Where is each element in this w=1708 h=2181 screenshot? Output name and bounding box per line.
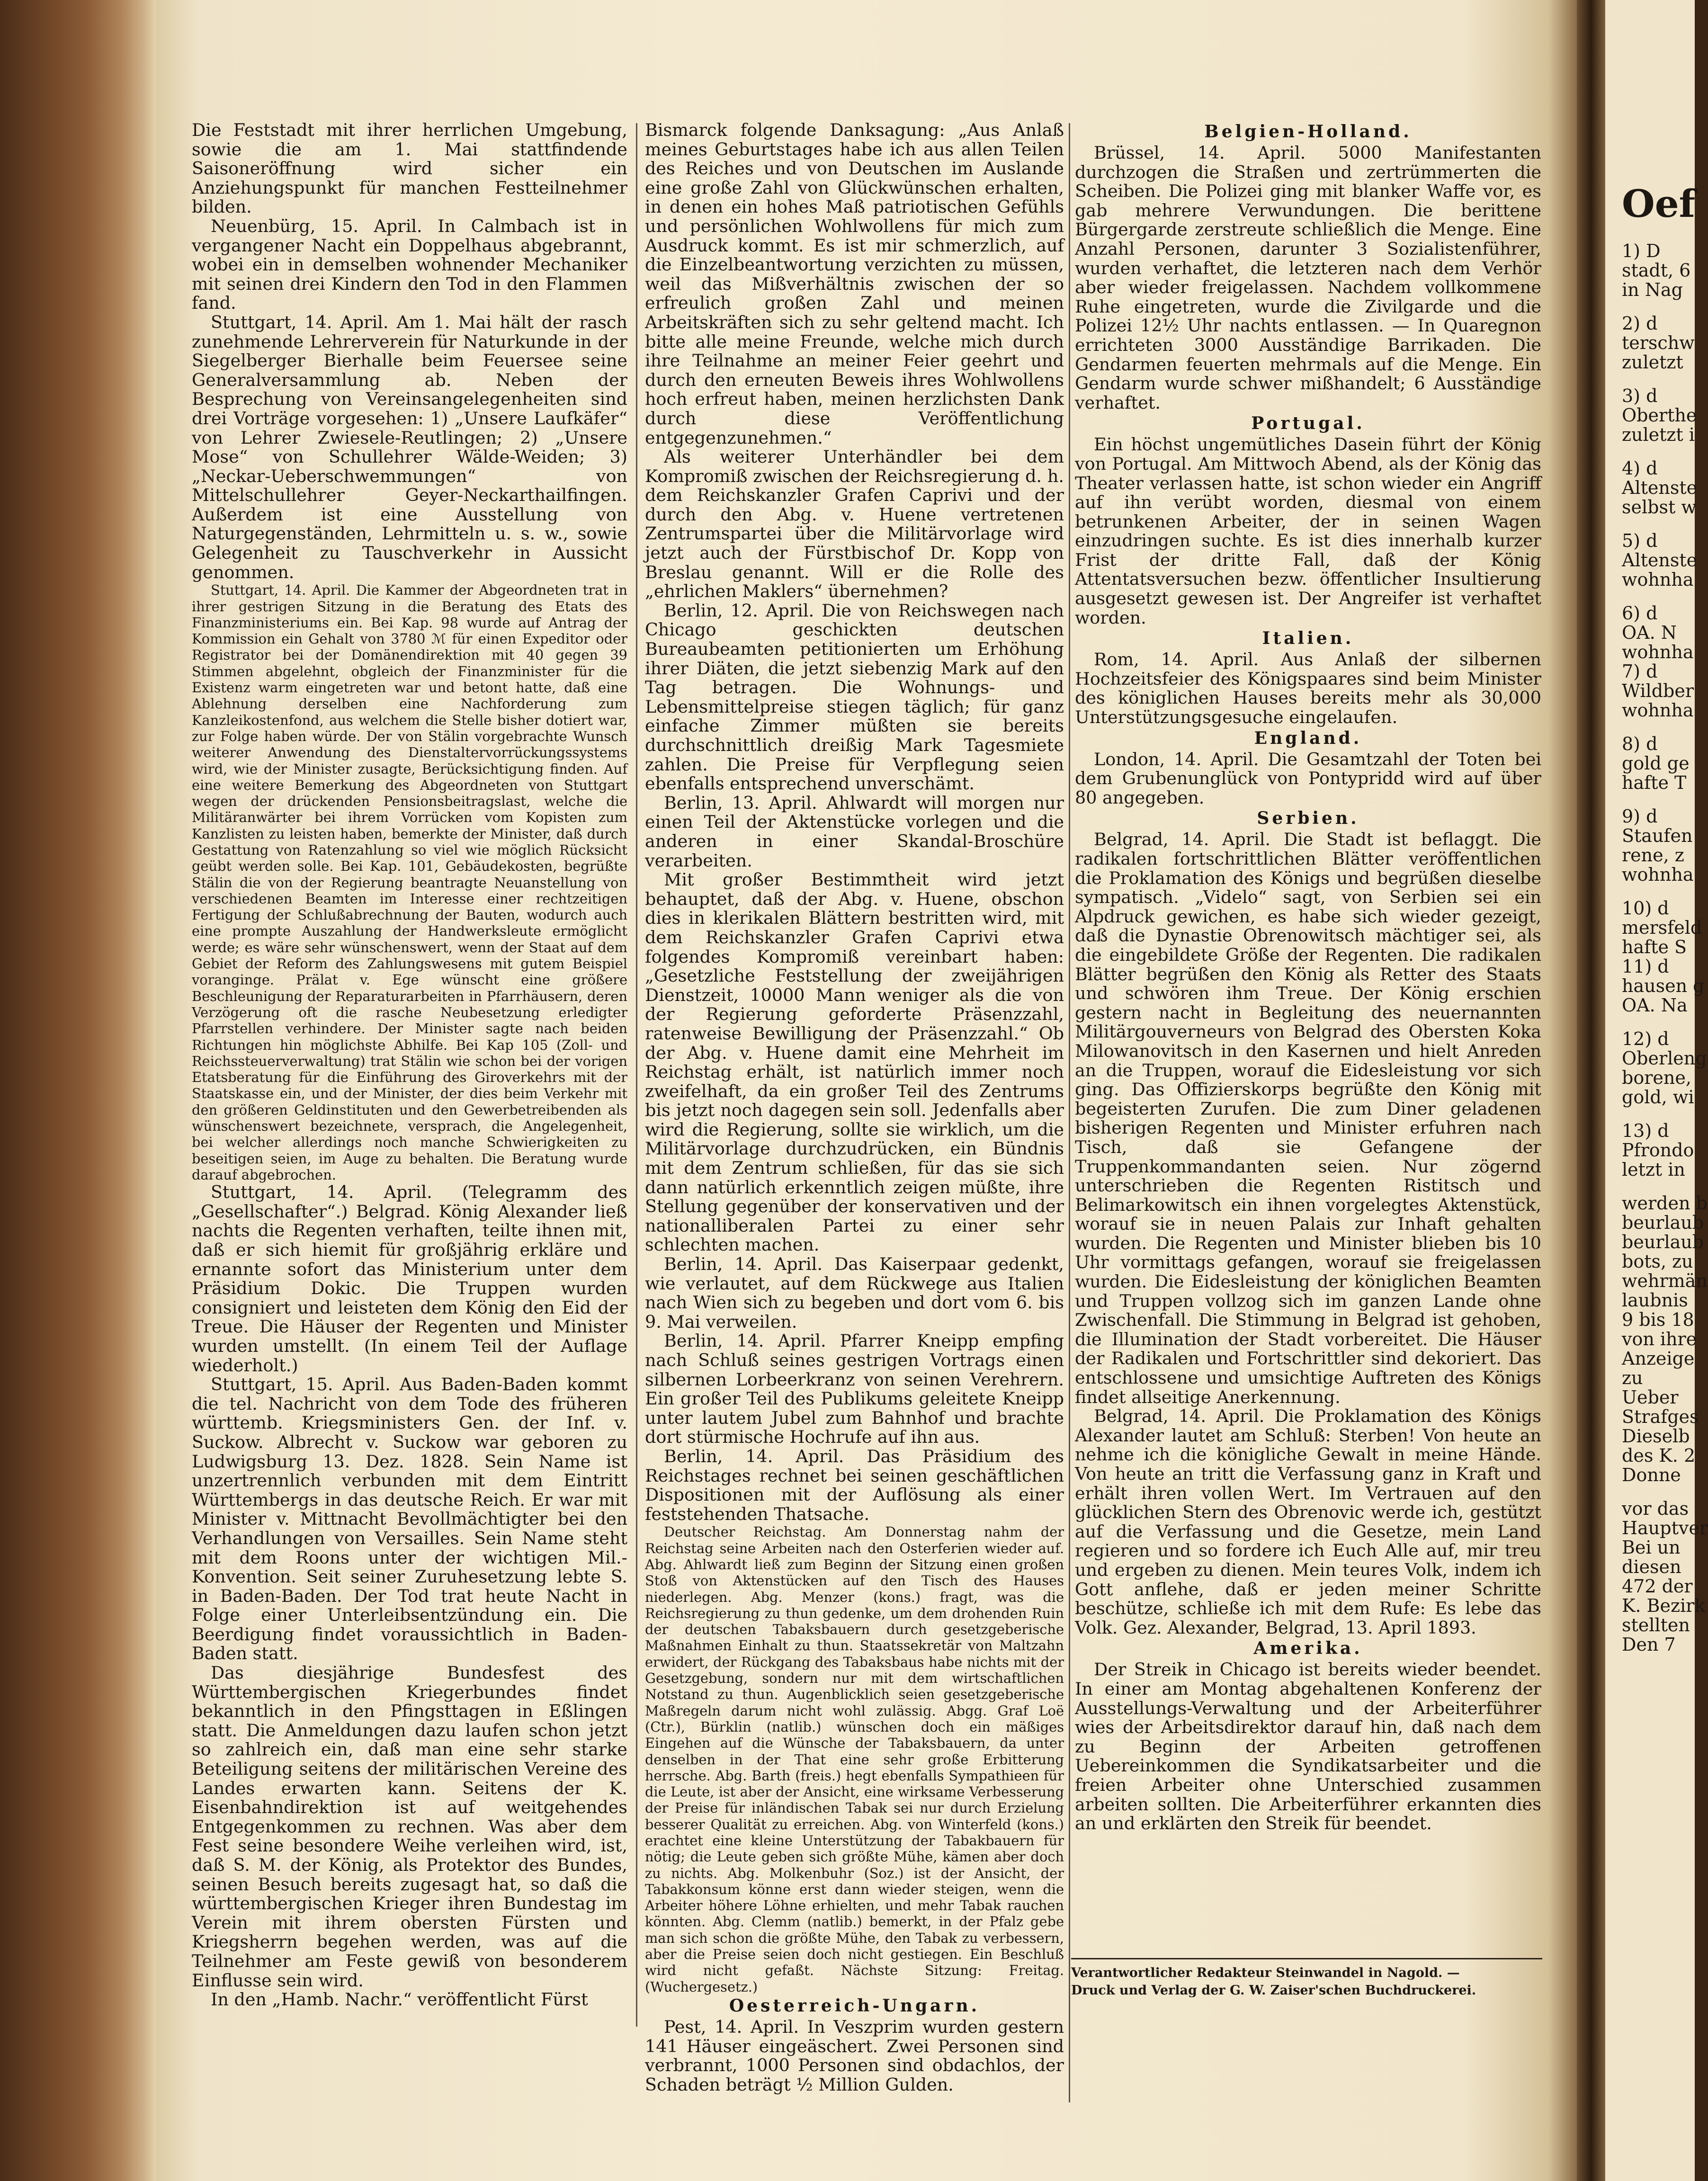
article-column-middle (645, 121, 1064, 2157)
left-column-paragraph: Stuttgart, 14. April. Die Kammer der Abgeordneten trat in ihrer gestrigen Sitzung in die Beratung des Etats des Finanzministeriums ein. Bei Kap. 98 wurde auf Antrag der Kommission ein Gehalt von 3780 ℳ für einen Expeditor oder Registrator bei der Domänendirektion mit 40 gegen 39 Stimmen abgelehnt, obgleich der Finanzminister für die Existenz warm eingetreten war und betont hatte, daß eine Ablehnung derselben eine Nachforderung zum Kanzleikostenfond, aus welchem die Stelle bisher dotiert war, zur Folge haben würde. Der von Stälin vorgebrachte Wunsch weiterer Anwendung des Dienstaltervorrückungssystems wird, wie der Minister zusagte, Berücksichtigung finden. Auf eine weitere Bemerkung des Abgeordneten von Stuttgart wegen der drückenden Pensionsbeitragslast, welche die Militäranwärter bei ihrem Vorrücken vom Kopisten zum Kanzlisten zu leisten haben, bemerkte der Minister, daß durch Gestattung von Ratenzahlung so viel wie möglich Rücksicht geübt werden solle. Bei Kap. 101, Gebäudekosten, begrüßte Stälin die von der Regierung beantragte Neuanstellung von verschiedenen Beamten im Interesse einer rechtzeitigen Fertigung der Schlußabrechnung der Bauten, wodurch auch eine prompte Auszahlung der Handwerksleute ermöglicht werde; es wäre sehr wünschenswert, wenn der Staat auf dem Gebiet der Reform des Zahlungswesens mit gutem Beispiel voranginge. Prälat v. Ege wünscht eine größere Beschleunigung der Reparaturarbeiten in Pfarrhäusern, deren Verzögerung oft die rasche Neubesetzung erledigter Pfarrstellen verhindere. Der Minister sagte nach beiden Richtungen hin möglichste Abhilfe. Bei Kap 105 (Zoll- und Reichssteuerverwaltung) trat Stälin wie schon bei der vorigen Etatsberatung für die Einführung des Giroverkehrs mit der Staatskasse ein, und der Minister, der dies beim Verkehr mit den größeren Geldinstituten und den Gewerbetreibenden als wünschenswert bezeichnete, versprach, die Angelegenheit, bei welcher allerdings noch manche Schwierigkeiten zu beseitigen seien, im Auge zu behalten. Die Beratung wurde darauf abgebrochen. (192, 582, 627, 1183)
middle-column-paragraph: Pest, 14. April. In Veszprim wurden gestern 141 Häuser eingeäschert. Zwei Personen sind verbrannt, 1000 Personen sind obdachlos, der Schaden beträgt ½ Million Gulden. (645, 2016, 1064, 2095)
facing-page-line: Pfrondo (1622, 1140, 1694, 1161)
facing-page-line: bots, zu (1622, 1251, 1693, 1272)
right-column-paragraph: Ein höchst ungemütliches Dasein führt der König von Portugal. Am Mittwoch Abend, als der König das Theater verlassen hatte, ist schon wieder ein Angriff auf ihn verübt worden, diesmal von einem betrunkenen Arbeiter, der in seinen Wagen einzudringen suchte. Es ist dies innerhalb kurzer Frist der dritte Fall, daß der König Attentatsversuchen bezw. öffentlicher Insultierung ausgesetzt gewesen ist. Der Angreifer ist verhaftet worden. (1075, 434, 1541, 628)
facing-page-line: Anzeige (1622, 1348, 1695, 1369)
facing-page-line: mersfeld (1622, 917, 1702, 938)
facing-page-line: hafte T (1622, 772, 1687, 793)
facing-page-line: 11) d (1622, 956, 1669, 977)
facing-page-line: OA. N (1622, 622, 1677, 643)
right-column-paragraph: Belgrad, 14. April. Die Proklamation des Königs Alexander lautet am Schluß: Sterben! Von heute an nehme ich die königliche Gewalt in meine Hände. Von heute an tritt die Verfassung ganz in Kraft und erhält ihren vollen Wert. Im Vertrauen auf den glücklichen Stern des Obrenovic werde ich, gestützt auf die Verfassung und die Gesetze, mein Land regieren und so fordere ich Euch Alle auf, mir treu und ergeben zu dienen. Mein teures Volk, indem ich Gott anflehe, daß er jeden meiner Schritte beschütze, schließe ich mit dem Rufe: Es lebe das Volk. Gez. Alexander, Belgrad, 13. April 1893. (1075, 1406, 1541, 1638)
middle-column-paragraph: Bismarck folgende Danksagung: „Aus Anlaß meines Geburtstages habe ich aus allen Teilen des Reiches und von Deutschen im Auslande eine große Zahl von Glückwünschen erhalten, in denen ein hohes Maß patriotischen Gefühls und persönlichen Wohlwollens für mich zum Ausdruck kommt. Es ist mir schmerzlich, auf die Einzelbeantwortung verzichten zu müssen, weil das Mißverhältnis zwischen der so erfreulich großen Zahl und meinen Arbeitskräften sich zu sehr geltend macht. Ich bitte alle meine Freunde, welche mich durch ihre Teilnahme an meiner Feier geehrt und durch den erneuten Beweis ihres Wohlwollens hoch erfreut haben, meinen herzlichsten Dank durch diese Veröffentlichung entgegenzunehmen.“ (645, 120, 1064, 448)
facing-page-line: OA. Na (1622, 995, 1688, 1016)
facing-page-line: Den 7 (1622, 1634, 1676, 1655)
right-column-section-heading: Amerika. (1253, 1638, 1363, 1659)
facing-page-line: Strafges (1622, 1406, 1699, 1427)
article-column-left (192, 121, 627, 2157)
facing-page-line: letzt in (1622, 1159, 1685, 1180)
facing-page-line: 9 bis 18 (1622, 1309, 1694, 1330)
left-column-paragraph: Stuttgart, 14. April. Am 1. Mai hält der rasch zunehmende Lehrerverein für Naturkunde in der Siegelberger Bierhalle beim Feuersee seine Generalversammlung ab. Neben der Besprechung von Vereinsangelegenheiten sind drei Vorträge vorgesehen: 1) „Unsere Laufkäfer“ von Lehrer Zwiesele-Reutlingen; 2) „Unsere Mose“ von Schullehrer Wälde-Weiden; 3) „Neckar-Ueberschwemmungen“ von Mittelschullehrer Geyer-Neckarthailfingen. Außerdem ist eine Ausstellung von Naturgegenständen, Lehrmitteln u. s. w., sowie Gelegenheit zu Tauschverkehr in Aussicht genommen. (192, 312, 627, 582)
left-column-paragraph: Stuttgart, 15. April. Aus Baden-Baden kommt die tel. Nachricht von dem Tode des früheren württemb. Kriegsministers Gen. der Inf. v. Suckow. Albrecht v. Suckow war geboren zu Ludwigsburg 13. Dez. 1828. Sein Name ist unzertrennlich verbunden mit dem Eintritt Württembergs in das deutsche Reich. Er war mit Minister v. Mittnacht Bevollmächtigter bei den Verhandlungen von Versailles. Sein Name steht mit dem Roons unter der wichtigen Mil.-Konvention. Seit seiner Zuruhesetzung lebte S. in Baden-Baden. Der Tod trat heute Nacht in Folge einer Unterleibsentzündung ein. Die Beerdigung findet voraussichtlich in Baden-Baden statt. (192, 1374, 627, 1664)
facing-page-line: hausen g (1622, 975, 1705, 996)
facing-page-line: beurlaub (1622, 1212, 1704, 1233)
facing-page-line: wehrmän (1622, 1270, 1708, 1291)
facing-page-line: gold, wi (1622, 1087, 1694, 1108)
imprint-publisher-line: Druck und Verlag der G. W. Zaiser'schen Buchdruckerei. (1071, 1983, 1476, 1998)
article-column-right (1075, 121, 1541, 1949)
facing-page-line: diesen (1622, 1556, 1681, 1577)
facing-page-line: Hauptver (1622, 1518, 1708, 1538)
imprint-editor-line: Verantwortlicher Redakteur Steinwandel in Nagold. — (1071, 1966, 1460, 1980)
facing-page-line: wohnha (1622, 864, 1694, 885)
facing-page-line: zuletzt i (1622, 424, 1695, 445)
right-column-section-heading: Portugal. (1251, 413, 1365, 434)
facing-page-line: 8) d (1622, 733, 1658, 754)
facing-page-line: Dieselb (1622, 1426, 1690, 1447)
facing-page-line: Wildber (1622, 680, 1694, 701)
facing-page-line: Staufen (1622, 825, 1693, 846)
facing-page-line: 6) d (1622, 603, 1658, 624)
facing-page-line: in Nag (1622, 279, 1683, 300)
facing-page-line: beurlaub (1622, 1232, 1704, 1252)
facing-page-line: wohnha (1622, 569, 1694, 590)
facing-page-line: Oberleng (1622, 1048, 1707, 1069)
facing-page-line: wohnha (1622, 700, 1694, 721)
facing-page-line: 13) d (1622, 1120, 1669, 1141)
facing-page-line: borene, (1622, 1067, 1691, 1088)
middle-column-paragraph: Deutscher Reichstag. Am Donnerstag nahm der Reichstag seine Arbeiten nach den Osterferien wieder auf. Abg. Ahlwardt ließ zum Beginn der Sitzung einen großen Stoß von Aktenstücken auf den Tisch des Hauses niederlegen. Abg. Menzer (kons.) fragt, was die Reichsregierung zu thun gedenke, um dem drohenden Ruin der deutschen Tabaksbauern durch gesetzgeberische Maßnahmen Einhalt zu thun. Staatssekretär von Maltzahn erwidert, der Rückgang des Tabaksbaus habe nichts mit der Gesetzgebung, sondern nur mit dem wirtschaftlichen Notstand zu thun. Augenblicklich seien gesetzgeberische Maßregeln darum nicht wohl zulässig. Abgg. Graf Loë (Ctr.), Bürklin (natlib.) wünschen doch ein mäßiges Eingehen auf die Wünsche der Tabaksbauern, da unter denselben in der That eine sehr große Erbitterung herrsche. Abg. Barth (freis.) hegt ebenfalls Sympathieen für die Leute, ist aber der Ansicht, eine wirksame Verbesserung der Preise für inländischen Tabak sei nur durch Erzielung besserer Qualität zu erreichen. Abg. von Winterfeld (kons.) erachtet eine kleine Unterstützung der Tabakbauern für nötig; die Leute geben sich größte Mühe, kämen aber doch zu nichts. Abg. Molkenbuhr (Soz.) ist der Ansicht, der Tabakkonsum könne erst dann wieder steigen, wenn die Arbeiter höhere Löhne erhielten, und mehr Tabak rauchen könnten. Abg. Clemm (natlib.) bemerkt, in der Pfalz gebe man sich schon die größte Mühe, den Tabak zu verbessern, aber die Preise seien doch nicht gestiegen. Ein Beschluß wird nicht gefaßt. Nächste Sitzung: Freitag. (Wuchergesetz.) (645, 1524, 1064, 1995)
right-column-paragraph: Der Streik in Chicago ist bereits wieder beendet. In einer am Montag abgehaltenen Konferenz der Ausstellungs-Verwaltung und der Arbeiterführer wies der Arbeitsdirektor darauf hin, daß nach dem zu Beginn der Arbeiten getroffenen Uebereinkommen die Syndikatsarbeiter und die freien Arbeiter ohne Unterschied zusammen arbeiten sollten. Die Arbeiterführer erkannten dies an und erklärten den Streik für beendet. (1075, 1659, 1541, 1834)
middle-column-section-heading: Oesterreich-Ungarn. (729, 1995, 980, 2016)
facing-page-line: 10) d (1622, 898, 1669, 919)
middle-column-paragraph: Berlin, 13. April. Ahlwardt will morgen nur einen Teil der Aktenstücke vorlegen und die anderen in einer Skandal-Broschüre verarbeiten. (645, 792, 1064, 871)
facing-page-line: von ihre (1622, 1329, 1697, 1350)
facing-page-line: 472 der (1622, 1576, 1693, 1597)
facing-page-line: 7) d (1622, 661, 1658, 682)
facing-page-line: Oberthe (1622, 405, 1697, 426)
facing-page-line: hafte S (1622, 937, 1687, 957)
facing-page-line: 5) d (1622, 530, 1658, 551)
facing-page-line: 2) d (1622, 313, 1658, 334)
middle-column-paragraph: Als weiterer Unterhändler bei dem Kompromiß zwischen der Reichsregierung d. h. dem Reichskanzler Grafen Caprivi und der durch den Abg. v. Huene vertretenen Zentrumspartei über die Militärvorlage wird jetzt auch der Fürstbischof Dr. Kopp von Breslau genannt. Will er die Rolle des „ehrlichen Maklers“ übernehmen? (645, 447, 1064, 602)
facing-page-line: rene, z (1622, 845, 1684, 866)
left-column-paragraph: Die Feststadt mit ihrer herrlichen Umgebung, sowie die am 1. Mai stattfindende Saisoneröffnung wird sicher ein Anziehungspunkt für manchen Festteilnehmer bilden. (192, 120, 627, 217)
facing-page-line: gold ge (1622, 753, 1690, 774)
facing-page-line: des K. 2 (1622, 1445, 1696, 1466)
column-divider-left (636, 123, 637, 2027)
left-column-paragraph: Neuenbürg, 15. April. In Calmbach ist in vergangener Nacht ein Doppelhaus abgebrannt, wobei ein in demselben wohnender Mechaniker mit seinen drei Kindern den Tod in den Flammen fand. (192, 215, 627, 313)
facing-page-line: werden b (1622, 1193, 1708, 1214)
facing-page-line: Ueber (1622, 1387, 1679, 1408)
left-column-paragraph: Stuttgart, 14. April. (Telegramm des „Gesellschafter“.) Belgrad. König Alexander ließ nachts die Regenten verhaften, teilte ihnen mit, daß er sich hiemit für großjährig erkläre und ernannte sofort das Ministerium unter dem Präsidium Dokic. Die Truppen wurden consigniert und leisteten dem König den Eid der Treue. Die Häuser der Regenten und Minister wurden umstellt. (In einem Teil der Auflage wiederholt.) (192, 1182, 627, 1376)
right-column-section-heading: Serbien. (1257, 808, 1359, 829)
right-column-paragraph: Belgrad, 14. April. Die Stadt ist beflaggt. Die radikalen fortschrittlichen Blätter veröffentlichen die Proklamation des Königs und begrüßen dieselbe sympatisch. „Videlo“ sagt, von Serbien sei ein Alpdruck gewichen, es habe sich wieder gezeigt, daß die Dynastie Obrenowitsch mächtiger sei, als die eingebildete Größe der Regenten. Die radikalen Blätter begrüßen den König als Retter des Staats und schwören ihm Treue. Der König erschien gestern nacht in Begleitung des neuernannten Militärgouverneurs von Belgrad des Obersten Koka Milowanovitsch in den Kasernen und hielt Anreden an die Truppen, worauf die Eidesleistung vor sich ging. Das Offizierskorps begrüßte den König mit begeisterten Zurufen. Die zum Diner geladenen bisherigen Regenten und Minister erfuhren nach Tisch, daß sie Gefangene der Truppenkommandanten seien. Nur zögernd unterschrieben die Regenten Ristitsch und Belimarkowitsch ein ihnen vorgelegtes Aktenstück, worauf sie in neuen Palais zur Inhaft gehalten wurden. Die Regenten und Minister blieben bis 10 Uhr vormittags gefangen, worauf sie freigelassen wurden. Die Eidesleistung der königlichen Beamten und Truppen vollzog sich im ganzen Lande ohne Zwischenfall. Die Stimmung in Belgrad ist gehoben, die Illumination der Stadt vorbereitet. Die Häuser der Radikalen und Fortschrittler sind dekoriert. Das entschlossene und umsichtige Auftreten des Königs findet allseitige Anerkennung. (1075, 829, 1541, 1407)
middle-column-paragraph: Berlin, 14. April. Das Präsidium des Reichstages rechnet bei seinen geschäftlichen Dispositionen mit der Auflösung als einer feststehenden Thatsache. (645, 1446, 1064, 1524)
facing-page-line: Altenste (1622, 550, 1698, 571)
facing-page-line: 3) d (1622, 385, 1658, 406)
imprint-footer (1071, 1958, 1542, 1999)
facing-page-heading: Oef (1622, 181, 1695, 226)
facing-page-line: 1) D (1622, 241, 1661, 261)
book-binding-edge (0, 0, 156, 2181)
column-divider-right (1069, 123, 1070, 2102)
right-column-paragraph: Brüssel, 14. April. 5000 Manifestanten durchzogen die Straßen und zertrümmerten die Scheiben. Die Polizei ging mit blanker Waffe vor, es gab mehrere Verwundungen. Die berittene Bürgergarde zerstreute schließlich die Menge. Eine Anzahl Personen, darunter 3 Sozialistenführer, wurden verhaftet, die letzteren nach dem Verhör aber wieder freigelassen. Nachdem vollkommene Ruhe eingetreten, wurde die Zivilgarde und die Polizei 12½ Uhr nachts entlassen. — In Quaregnon errichteten 3000 Ausständige Barrikaden. Die Gendarmen feuerten mehrmals auf die Menge. Ein Gendarm wurde schwer mißhandelt; 6 Ausständige verhaftet. (1075, 143, 1541, 413)
facing-page-line: wohnha (1622, 642, 1694, 662)
book-gutter-shadow (1577, 0, 1605, 2181)
right-column-section-heading: Belgien-Holland. (1204, 122, 1412, 142)
facing-page-line: vor das (1622, 1498, 1689, 1519)
right-column-section-heading: Italien. (1262, 628, 1354, 649)
right-column-paragraph: Rom, 14. April. Aus Anlaß der silbernen Hochzeitsfeier des Königspaares sind beim Minister des königlichen Hauses bereits mehr als 30,000 Unterstützungsgesuche eingelaufen. (1075, 649, 1541, 728)
facing-page-line: zu (1622, 1368, 1643, 1388)
facing-page-line: laubnis (1622, 1290, 1688, 1311)
right-column-paragraph: London, 14. April. Die Gesamtzahl der Toten bei dem Grubenunglück von Pontypridd wird auf über 80 angegeben. (1075, 749, 1541, 808)
facing-page-line: stellten (1622, 1615, 1690, 1636)
facing-page-line: zuletzt (1622, 352, 1683, 373)
left-column-paragraph: In den „Hamb. Nachr.“ veröffentlicht Fürst (211, 1989, 588, 2010)
facing-page-line: selbst w (1622, 497, 1697, 518)
facing-page-line: 12) d (1622, 1028, 1669, 1049)
facing-page-line: Altenste (1622, 477, 1698, 498)
facing-page-line: stadt, 6 (1622, 260, 1691, 281)
left-column-paragraph: Das diesjährige Bundesfest des Württembergischen Kriegerbundes findet bekanntlich in den Pfingsttagen in Eßlingen statt. Die Anmeldungen dazu laufen schon jetzt so zahlreich ein, daß man eine sehr starke Beteiligung seitens der militärischen Vereine des Landes erwarten kann. Seitens der K. Eisenbahndirektion ist auf weitgehendes Entgegenkommen zu rechnen. Was aber dem Fest seine besondere Weihe verleihen wird, ist, daß S. M. der König, als Protektor des Bundes, seinen Besuch bereits zugesagt hat, so daß die württembergischen Krieger ihren Bundestag im Verein mit ihrem obersten Fürsten und Kriegsherrn begehen werden, was auf die Teilnehmer am Feste gewiß von besonderem Einflusse sein wird. (192, 1663, 627, 1991)
right-column-section-heading: England. (1254, 728, 1362, 748)
middle-column-paragraph: Berlin, 14. April. Das Kaiserpaar gedenkt, wie verlautet, auf dem Rückwege aus Italien nach Wien sich zu begeben und dort vom 6. bis 9. Mai verweilen. (645, 1254, 1064, 1332)
facing-page-line: 9) d (1622, 806, 1658, 827)
facing-page-line: Donne (1622, 1465, 1681, 1485)
facing-page-line: K. Bezirk (1622, 1595, 1706, 1616)
facing-page-line: 4) d (1622, 458, 1658, 479)
facing-page-line: terschw (1622, 332, 1695, 353)
middle-column-paragraph: Berlin, 14. April. Pfarrer Kneipp empfing nach Schluß seines gestrigen Vortrags einen silbernen Lorbeerkranz von seinen Verehrern. Ein großer Teil des Publikums geleitete Kneipp unter lautem Jubel zum Bahnhof und brachte dort stürmische Hochrufe auf ihn aus. (645, 1331, 1064, 1448)
middle-column-paragraph: Mit großer Bestimmtheit wird jetzt behauptet, daß der Abg. v. Huene, obschon dies in klerikalen Blättern bestritten wird, mit dem Reichskanzler Grafen Caprivi etwa folgendes Kompromiß vereinbart haben: „Gesetzliche Feststellung der zweijährigen Dienstzeit, 10000 Mann weniger als die von der Regierung geforderte Präsenzzahl, ratenweise Bewilligung der Präsenzzahl.“ Ob der Abg. v. Huene damit eine Mehrheit im Reichstag erhält, ist natürlich immer noch zweifelhaft, da ein großer Teil des Zentrums bis jetzt noch dagegen sein soll. Jedenfalls aber wird die Regierung, sollte sie wirklich, um die Militärvorlage durchzudrücken, ein Bündnis mit dem Zentrum schließen, für das sie sich dann natürlich erkenntlich zeigen müßte, ihre Stellung gegenüber der konservativen und der nationalliberalen Partei zu einer sehr schlechten machen. (645, 869, 1064, 1255)
middle-column-paragraph: Berlin, 12. April. Die von Reichswegen nach Chicago geschickten deutschen Bureaubeamten petitionierten um Erhöhung ihrer Diäten, die jetzt siebenzig Mark auf den Tag betragen. Die Wohnungs- und Lebensmittelpreise stiegen täglich; für ganz einfache Zimmer müßten sie bereits durchschnittlich dreißig Mark Tagesmiete zahlen. Die Preise für Verpflegung seien ebenfalls entsprechend unverschämt. (645, 600, 1064, 794)
facing-page-line: Bei un (1622, 1537, 1681, 1558)
